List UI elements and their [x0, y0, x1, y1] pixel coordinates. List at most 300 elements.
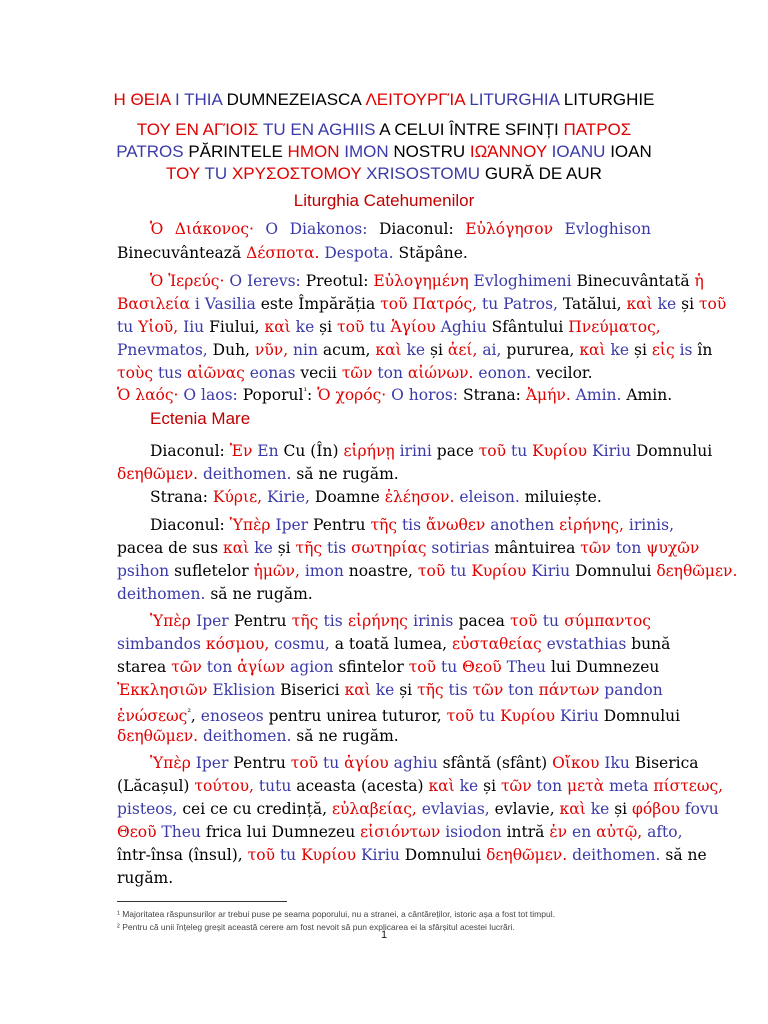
greek-text: καὶ: [223, 539, 250, 557]
greek-text: δεηθῶμεν.: [486, 846, 568, 864]
transliteration-text: PATROS: [116, 142, 189, 161]
translation-text: Pentru: [228, 754, 291, 772]
greek-text: κόσμου,: [205, 635, 270, 653]
transliteration-text: Aghiu: [435, 318, 487, 336]
greek-text: σωτηρίας: [351, 539, 427, 557]
transliteration-text: Iku: [599, 754, 630, 772]
transliteration-text: enoseos: [195, 707, 264, 726]
translation-text: rugăm.: [117, 869, 174, 887]
translation-text: starea: [117, 658, 172, 676]
translation-text: Diaconul:: [150, 516, 230, 534]
translation-text: Duh,: [207, 341, 255, 359]
translation-text: intră: [501, 823, 550, 841]
greek-text: αὐτῷ,: [596, 823, 643, 841]
transliteration-text: Theu: [501, 658, 547, 676]
greek-text: Εὐλογημένη: [373, 272, 469, 290]
translation-text: pacea: [453, 612, 511, 630]
transliteration-text: eonon.: [473, 364, 532, 382]
translation-text: Tatălui,: [557, 295, 627, 313]
footnote-2: ² Pentru că unii înțeleg greșit această cerere am fost nevoit să pun explicarea ei la sfârșitul acestei lucrări.: [117, 922, 515, 932]
text-line: [117, 633, 671, 655]
translation-text: bună: [626, 635, 671, 653]
translation-text: miluiește.: [519, 488, 602, 506]
greek-text: ΙΩΆΝΝΟΥ: [469, 142, 547, 161]
text-line: [117, 725, 651, 747]
translation-text: și: [676, 295, 699, 313]
transliteration-text: tu: [537, 612, 565, 630]
transliteration-text: Despota.: [319, 244, 394, 262]
transliteration-text: Pnevmatos,: [117, 341, 208, 359]
translation-text: Pentru: [308, 516, 371, 534]
transliteration-text: Kiriu: [356, 846, 400, 864]
translation-text: lui Dumnezeu: [546, 658, 660, 676]
transliteration-text: pisteos,: [117, 800, 178, 818]
transliteration-text: ke: [585, 800, 610, 818]
translation-text: PĂRINTELE: [188, 142, 288, 161]
transliteration-text: Iper: [190, 612, 229, 630]
greek-text: τοῦ: [337, 318, 365, 336]
title-line-3: [90, 140, 678, 164]
text-line: [117, 242, 651, 264]
text-line: [117, 316, 661, 338]
greek-text: ἑνώσεως: [117, 707, 188, 726]
transliteration-text: deithomen.: [198, 727, 292, 745]
transliteration-text: tu: [506, 442, 533, 460]
translation-text: Strana:: [150, 488, 213, 506]
greek-text: δεηθῶμεν.: [117, 727, 199, 745]
transliteration-text: Kirie,: [262, 488, 310, 506]
transliteration-text: Evloghimeni: [468, 272, 572, 290]
greek-text: ἁγίου: [344, 754, 389, 772]
greek-text: Υἱοῦ,: [138, 318, 179, 336]
translation-text: Biserici: [275, 681, 345, 699]
text-line: [117, 656, 660, 678]
greek-text: καὶ: [579, 341, 606, 359]
transliteration-text: psihon: [117, 562, 170, 580]
translation-text: vecii: [295, 364, 342, 382]
transliteration-text: ke: [454, 777, 479, 795]
greek-text: φόβου: [632, 800, 680, 818]
title-line-1: [90, 88, 678, 112]
greek-text: εἰς: [651, 341, 675, 359]
transliteration-text: ton: [531, 777, 568, 795]
transliteration-text: evstathias: [541, 635, 627, 653]
translation-text: frica lui Dumnezeu: [200, 823, 361, 841]
greek-text: εἰρήνης: [347, 612, 408, 630]
transliteration-text: O laos:: [178, 386, 238, 405]
translation-text: Binecuvântează: [117, 244, 247, 262]
footnote-rule: [117, 901, 287, 902]
translation-text: cei ce cu credință,: [177, 800, 332, 818]
greek-text: εὐλαβείας,: [331, 800, 417, 818]
greek-text: Ὁ λαός·: [117, 386, 179, 405]
translation-text: Domnului: [570, 562, 657, 580]
translation-text: Sfântului: [486, 318, 569, 336]
transliteration-text: fovu: [679, 800, 719, 818]
text-line: [117, 821, 683, 843]
greek-text: νῦν,: [254, 341, 289, 359]
ectenia-title: Ectenia Mare: [150, 409, 251, 428]
transliteration-text: ke: [401, 341, 426, 359]
translation-text: Cu (În): [278, 442, 344, 460]
text-line: [117, 339, 713, 361]
text-line: [150, 752, 699, 774]
greek-text: Βασιλεία: [117, 295, 190, 313]
transliteration-text: deithomen.: [117, 585, 206, 603]
translation-text: este Împărăția: [255, 295, 381, 313]
translation-text: și: [425, 341, 448, 359]
greek-text: ἄνωθεν: [426, 516, 486, 534]
transliteration-text: ton: [372, 364, 408, 382]
text-line: [117, 679, 663, 701]
translation-text: și: [394, 681, 418, 699]
transliteration-text: tis: [443, 681, 473, 699]
greek-text: ἡμῶν,: [253, 562, 300, 580]
translation-text: pururea,: [501, 341, 580, 359]
transliteration-text: meta: [604, 777, 654, 795]
text-line: [117, 702, 681, 727]
greek-text: πίστεως,: [653, 777, 724, 795]
translation-text: Stăpâne.: [393, 244, 468, 262]
translation-text: Amin.: [621, 386, 673, 405]
greek-text: ΠΑΤΡΟΣ: [563, 120, 632, 139]
transliteration-text: tu Patros,: [477, 295, 558, 313]
greek-text: καὶ: [264, 318, 291, 336]
transliteration-text: Kiriu: [555, 707, 599, 726]
text-line: [117, 775, 724, 797]
transliteration-text: isiodon: [440, 823, 502, 841]
transliteration-text: ke: [652, 295, 677, 313]
greek-text: τούτου,: [194, 777, 254, 795]
title-line-4: [90, 162, 678, 186]
transliteration-text: LITURGHIA: [464, 90, 564, 109]
transliteration-text: IOANU: [546, 142, 611, 161]
greek-text: δεηθῶμεν.: [117, 465, 199, 483]
text-line: [117, 381, 673, 406]
text-line: [150, 486, 684, 508]
greek-text: τῶν: [580, 539, 611, 557]
greek-text: τῶν: [171, 658, 202, 676]
transliteration-text: tu: [318, 754, 345, 772]
text-line: [150, 610, 651, 632]
transliteration-text: Evloghison: [553, 220, 651, 238]
transliteration-text: I THIA: [170, 90, 227, 109]
greek-text: καὶ: [375, 341, 402, 359]
greek-text: τῶν: [500, 777, 532, 795]
transliteration-text: i Vasilia: [189, 295, 256, 313]
text-line: [150, 514, 675, 536]
translation-text: :: [307, 386, 318, 405]
transliteration-text: tus: [153, 364, 188, 382]
greek-text: Ὁ Ἱερεύς·: [150, 272, 225, 290]
transliteration-text: irinis: [407, 612, 454, 630]
transliteration-text: Theu: [156, 823, 201, 841]
translation-text: ,: [190, 707, 196, 726]
greek-text: Ὑπὲρ: [150, 612, 191, 630]
translation-text: Domnului: [598, 707, 681, 726]
transliteration-text: anothen: [485, 516, 560, 534]
greek-text: Θεοῦ: [462, 658, 502, 676]
translation-text: și: [609, 800, 633, 818]
greek-text: ἁγίων: [237, 658, 286, 676]
greek-text: καὶ: [559, 800, 586, 818]
transliteration-text: tu: [275, 846, 302, 864]
greek-text: Ὁ Διάκονος·: [150, 220, 254, 238]
greek-text: Κυρίου: [500, 707, 556, 726]
translation-text: Biserica: [629, 754, 699, 772]
transliteration-text: tis: [397, 516, 427, 534]
translation-text: DUMNEZEIASCA: [226, 90, 366, 109]
transliteration-text: Kiriu: [526, 562, 571, 580]
greek-text: ΧΡΥΣΟΣΤΟΜΟΥ: [231, 164, 362, 183]
greek-text: Κύριε,: [212, 488, 263, 506]
transliteration-text: O Ierevs:: [224, 272, 301, 290]
transliteration-text: tu: [436, 658, 463, 676]
greek-text: εὐσταθείας: [451, 635, 542, 653]
greek-text: Κυρίου: [532, 442, 588, 460]
translation-text: să ne rugăm.: [291, 727, 399, 745]
greek-text: δεηθῶμεν.: [656, 562, 738, 580]
transliteration-text: IMON: [339, 142, 394, 161]
greek-text: ΤΟΥ ΕΝ ΑΓΊΟΙΣ: [136, 120, 259, 139]
transliteration-text: deithomen.: [198, 465, 292, 483]
greek-text: σύμπαντος: [564, 612, 651, 630]
greek-text: ἐλέησον.: [384, 488, 455, 506]
transliteration-text: is: [674, 341, 693, 359]
greek-text: τοῦ: [510, 612, 538, 630]
greek-text: ἀεί,: [447, 341, 478, 359]
translation-text: Domnului: [630, 442, 713, 460]
greek-text: ἡ: [694, 272, 704, 290]
translation-text: Diaconul:: [150, 442, 230, 460]
transliteration-text: O Diakonos:: [253, 220, 368, 238]
translation-text: să ne: [660, 846, 707, 864]
translation-text: vecilor.: [531, 364, 593, 382]
transliteration-text: XRISOSTOMU: [361, 164, 485, 183]
greek-text: τοὺς: [117, 364, 154, 382]
text-line: [117, 463, 651, 485]
transliteration-text: tu: [117, 318, 139, 336]
translation-text: în: [692, 341, 713, 359]
transliteration-text: ton: [201, 658, 238, 676]
translation-text: GURĂ DE AUR: [484, 164, 602, 183]
transliteration-text: Amin.: [570, 386, 622, 405]
text-line: [117, 844, 707, 866]
greek-text: ψυχῶν: [646, 539, 700, 557]
transliteration-text: tu: [445, 562, 472, 580]
text-line: [117, 798, 719, 820]
greek-text: αἰώνων.: [407, 364, 474, 382]
translation-text: ²: [187, 708, 191, 718]
translation-text: Domnului: [399, 846, 487, 864]
greek-text: καὶ: [428, 777, 455, 795]
translation-text: Strana:: [458, 386, 526, 405]
greek-text: μετὰ: [567, 777, 605, 795]
translation-text: Binecuvântată: [571, 272, 695, 290]
transliteration-text: pandon: [599, 681, 663, 699]
transliteration-text: O horos:: [386, 386, 459, 405]
transliteration-text: evlavias,: [416, 800, 490, 818]
transliteration-text: afto,: [642, 823, 683, 841]
translation-text: (Lăcașul): [117, 777, 195, 795]
greek-text: τοῦ: [408, 658, 437, 676]
transliteration-text: nin: [288, 341, 318, 359]
transliteration-text: Iper: [270, 516, 309, 534]
title-line-2: [90, 118, 678, 142]
translation-text: evlavie,: [489, 800, 560, 818]
translation-text: mântuirea: [489, 539, 581, 557]
greek-text: τῆς: [295, 539, 323, 557]
transliteration-text: ton: [610, 539, 647, 557]
transliteration-text: tutu: [253, 777, 292, 795]
greek-text: Θεοῦ: [117, 823, 157, 841]
section-title: Liturghia Catehumenilor: [293, 191, 475, 210]
greek-text: Η ΘΕΙΑ: [113, 90, 171, 109]
greek-text: Οἴκου: [552, 754, 600, 772]
greek-text: Κυρίου: [301, 846, 357, 864]
greek-text: Ἐν: [229, 442, 253, 460]
text-line: [150, 440, 713, 462]
greek-text: τοῦ Πατρός,: [380, 295, 478, 313]
transliteration-text: ke: [370, 681, 395, 699]
greek-text: ΛΕΙΤΟΥΡΓΊΑ: [365, 90, 465, 109]
greek-text: ἐν: [549, 823, 568, 841]
transliteration-text: tis: [318, 612, 348, 630]
greek-text: Ἀμήν.: [525, 386, 571, 405]
greek-text: τῆς: [291, 612, 319, 630]
translation-text: Preotul:: [300, 272, 374, 290]
transliteration-text: tis: [322, 539, 352, 557]
translation-text: sfântă (sfânt): [437, 754, 553, 772]
transliteration-text: ke: [249, 539, 273, 557]
page-number: 1: [380, 929, 388, 941]
translation-text: pentru unirea tuturor,: [263, 707, 447, 726]
transliteration-text: sotirias: [426, 539, 490, 557]
greek-text: εἰρήνης,: [559, 516, 624, 534]
greek-text: εἰσιόντων: [360, 823, 441, 841]
transliteration-text: ke: [290, 318, 315, 336]
transliteration-text: TU: [199, 164, 232, 183]
greek-text: τοῦ: [446, 707, 474, 726]
greek-text: αἰῶνας: [187, 364, 245, 382]
translation-text: Pentru: [228, 612, 292, 630]
translation-text: pacea de sus: [117, 539, 224, 557]
transliteration-text: en: [567, 823, 597, 841]
greek-text: τοῦ: [478, 442, 507, 460]
translation-text: să ne rugăm.: [291, 465, 399, 483]
greek-text: τῆς: [417, 681, 444, 699]
transliteration-text: irinis,: [623, 516, 675, 534]
translation-text: noastre,: [343, 562, 418, 580]
translation-text: Diaconul:: [367, 220, 466, 238]
greek-text: ΗΜΟΝ: [287, 142, 340, 161]
transliteration-text: tu: [473, 707, 501, 726]
transliteration-text: ai,: [477, 341, 502, 359]
greek-text: Εὐλόγησον: [465, 220, 554, 238]
greek-text: τοῦ: [698, 295, 727, 313]
transliteration-text: tu: [364, 318, 391, 336]
translation-text: sfintelor: [333, 658, 409, 676]
greek-text: τῆς: [370, 516, 398, 534]
translation-text: Fiului,: [204, 318, 265, 336]
text-line: [117, 293, 727, 315]
greek-text: τῶν: [472, 681, 504, 699]
transliteration-text: ke: [605, 341, 630, 359]
greek-text: Ὁ χορός·: [317, 386, 387, 405]
greek-text: πάντων: [538, 681, 600, 699]
translation-text: LITURGHIE: [563, 90, 655, 109]
greek-text: Ἁγίου: [390, 318, 436, 336]
transliteration-text: simbandos: [117, 635, 206, 653]
transliteration-text: cosmu,: [269, 635, 330, 653]
translation-text: a toată lumea,: [329, 635, 452, 653]
greek-text: Δέσποτα.: [246, 244, 320, 262]
greek-text: εἰρήνῃ: [343, 442, 395, 460]
translation-text: Doamne: [309, 488, 385, 506]
translation-text: și: [478, 777, 501, 795]
transliteration-text: ton: [503, 681, 539, 699]
text-line: [150, 218, 651, 240]
footnote-1: ¹ Majoritatea răspunsurilor ar trebui puse pe seama poporului, nu a stranei, a cântăreților, istoric așa a fost tot timpul.: [117, 909, 555, 919]
translation-text: NOSTRU: [393, 142, 470, 161]
greek-text: καὶ: [626, 295, 653, 313]
transliteration-text: TU EN AGHIIS: [258, 120, 380, 139]
translation-text: Poporul: [237, 386, 304, 405]
greek-text: τῶν: [341, 364, 373, 382]
transliteration-text: Iper: [190, 754, 229, 772]
transliteration-text: irini: [394, 442, 432, 460]
transliteration-text: En: [252, 442, 279, 460]
translation-text: și: [314, 318, 338, 336]
translation-text: ¹: [303, 387, 308, 397]
greek-text: τοῦ: [290, 754, 319, 772]
greek-text: Ἐκκλησιῶν: [117, 681, 208, 699]
text-line: [117, 560, 738, 582]
translation-text: și: [272, 539, 296, 557]
translation-text: pace: [431, 442, 479, 460]
text-line: [117, 583, 651, 605]
text-line: [150, 270, 704, 292]
transliteration-text: eonas: [244, 364, 296, 382]
translation-text: A CELUI ÎNTRE SFINȚI: [379, 120, 564, 139]
transliteration-text: Iiu: [178, 318, 205, 336]
translation-text: IOAN: [610, 142, 652, 161]
greek-text: τοῦ: [417, 562, 446, 580]
transliteration-text: deithomen.: [567, 846, 661, 864]
greek-text: Ὑπὲρ: [229, 516, 271, 534]
translation-text: într-însa (însul),: [117, 846, 248, 864]
transliteration-text: imon: [299, 562, 344, 580]
greek-text: Κυρίου: [471, 562, 527, 580]
transliteration-text: Eklision: [207, 681, 276, 699]
text-line: [117, 867, 651, 889]
translation-text: și: [629, 341, 652, 359]
greek-text: Πνεύματος,: [568, 318, 661, 336]
translation-text: sufletelor: [169, 562, 254, 580]
greek-text: καὶ: [344, 681, 371, 699]
translation-text: aceasta (acesta): [291, 777, 429, 795]
greek-text: Ὑπὲρ: [150, 754, 191, 772]
greek-text: ΤΟΥ: [166, 164, 200, 183]
translation-text: acum,: [317, 341, 376, 359]
text-line: [117, 537, 700, 559]
transliteration-text: agion: [285, 658, 334, 676]
transliteration-text: eleison.: [454, 488, 520, 506]
greek-text: τοῦ: [247, 846, 276, 864]
translation-text: să ne rugăm.: [205, 585, 313, 603]
transliteration-text: Kiriu: [587, 442, 631, 460]
transliteration-text: aghiu: [388, 754, 438, 772]
